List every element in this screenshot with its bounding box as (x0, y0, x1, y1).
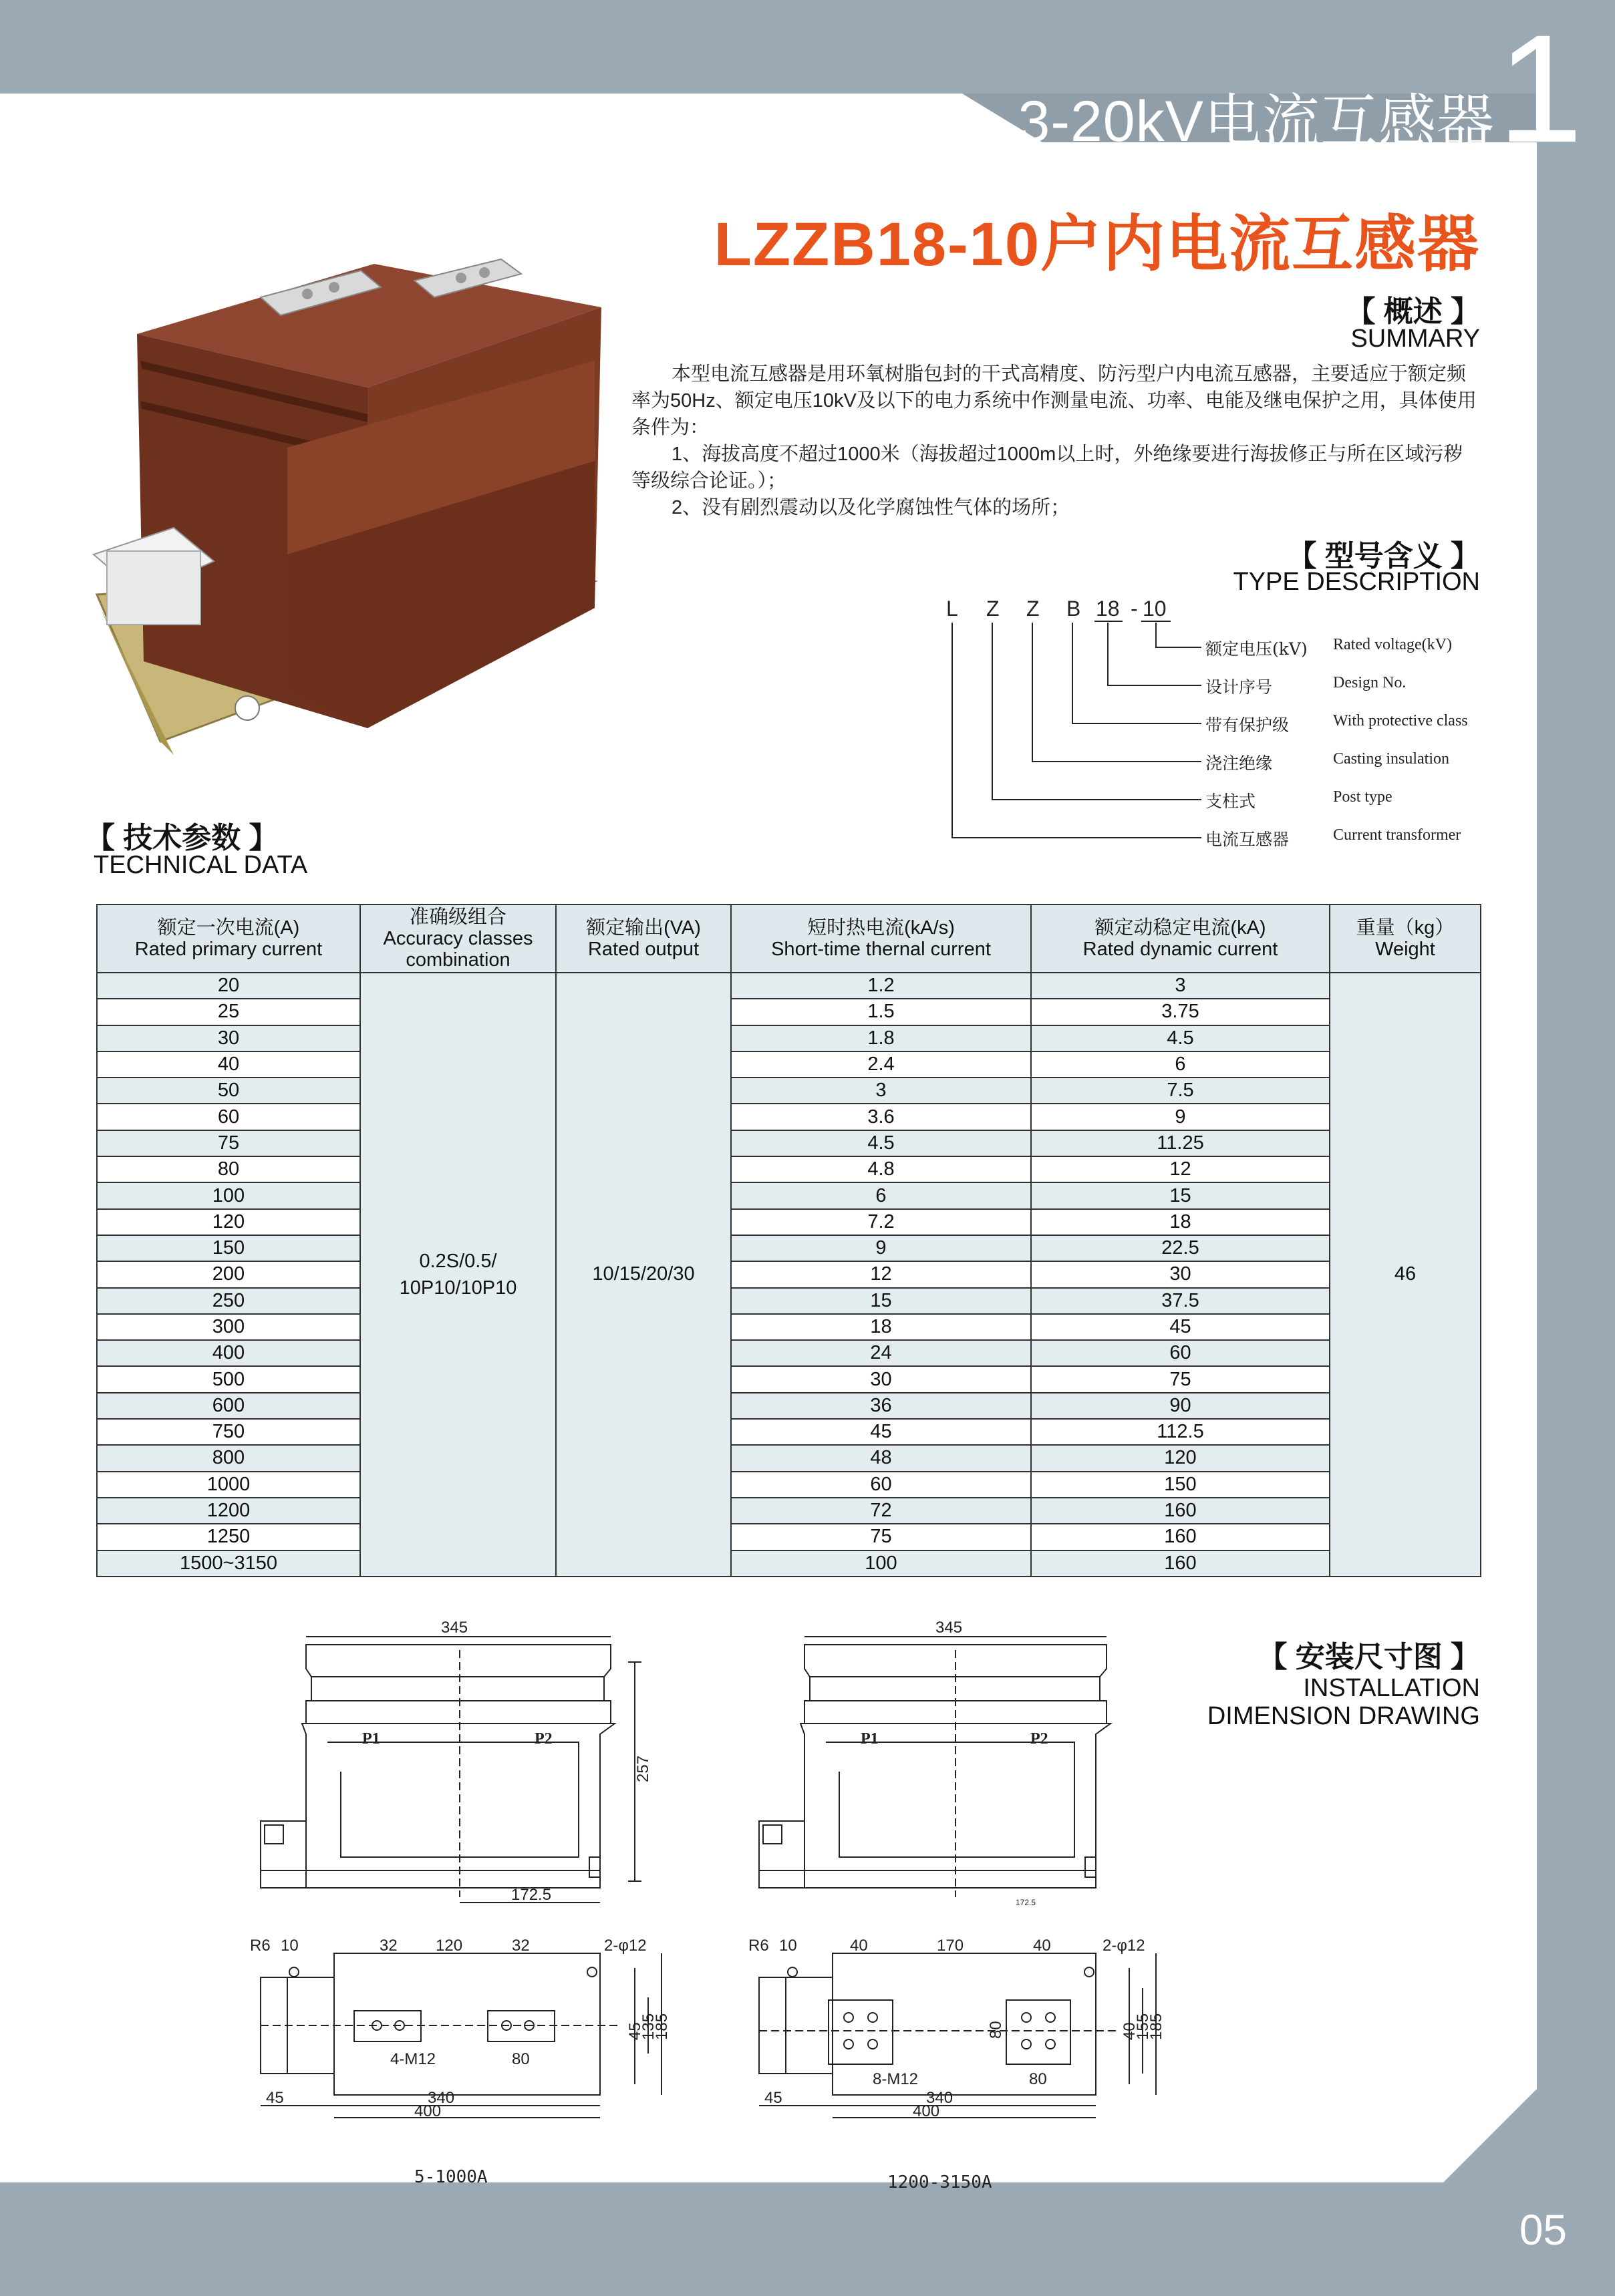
installation-heading-en-1: INSTALLATION (1303, 1674, 1480, 1702)
table-cell: 30 (97, 1025, 360, 1051)
table-cell: 75 (731, 1524, 1031, 1550)
dim-label: 172.5 (511, 1886, 552, 1904)
table-cell: 100 (731, 1550, 1031, 1577)
dim-label: 80 (512, 2050, 530, 2068)
table-row (97, 1130, 1481, 1156)
dim-label: 185 (653, 2013, 671, 2040)
table-row (97, 1419, 1481, 1445)
table-cell: 75 (97, 1130, 360, 1156)
table-cell: 25 (97, 999, 360, 1025)
type-item-cn: 额定电压(kV) (1205, 639, 1308, 659)
dim-label: 345 (935, 1619, 963, 1637)
table-row (97, 1104, 1481, 1130)
table-cell: 10/15/20/30 (556, 973, 731, 1577)
table-cell: 300 (97, 1314, 360, 1340)
dim-label: 340 (428, 2089, 455, 2107)
dim-label: R6 (250, 1937, 271, 1955)
product-photo (87, 247, 608, 755)
dimension-drawing-left (247, 1617, 702, 2124)
table-cell: 9 (1031, 1104, 1330, 1130)
table-row (97, 1340, 1481, 1366)
table-cell: 46 (1330, 973, 1481, 1577)
table-cell: 60 (97, 1104, 360, 1130)
table-cell: 36 (731, 1393, 1031, 1419)
table-row (97, 1472, 1481, 1498)
column-header: 额定动稳定电流(kA) Rated dynamic current (1031, 905, 1330, 973)
table-cell: 3.6 (731, 1104, 1031, 1130)
table-cell: 150 (1031, 1472, 1330, 1498)
type-item-en: Current transformer (1333, 826, 1461, 844)
product-title: LZZB18-10户内电流互感器 (714, 210, 1480, 279)
table-row (97, 1025, 1481, 1051)
table-cell: 72 (731, 1498, 1031, 1524)
summary-paragraph: 本型电流互感器是用环氧树脂包封的干式高精度、防污型户内电流互感器，主要适应于额定频率为50Hz、额定电压10kV及以下的电力系统中作测量电流、功率、电能及继电保护之用，具体使用条件为： (631, 363, 1477, 438)
dim-label: 80 (1029, 2070, 1047, 2088)
type-item-en: Rated voltage(kV) (1333, 636, 1452, 653)
technical-data-table (96, 904, 1481, 1577)
dim-label: 257 (634, 1755, 652, 1782)
accuracy-line: 0.2S/0.5/ (419, 1250, 497, 1272)
dim-label: 155 (1134, 2013, 1152, 2040)
table-cell: 4.8 (731, 1156, 1031, 1182)
table-cell: 7.2 (731, 1209, 1031, 1235)
drawing-caption-right: 1200-3150A (887, 2172, 992, 2192)
dim-label: 8-M12 (873, 2070, 919, 2088)
column-header: 额定一次电流(A) Rated primary current (97, 905, 360, 973)
table-cell: 800 (97, 1445, 360, 1471)
dim-label: 45 (764, 2089, 782, 2107)
table-row (97, 1209, 1481, 1235)
table-row (97, 999, 1481, 1025)
table-cell: 9 (731, 1235, 1031, 1261)
table-cell: 1500~3150 (97, 1550, 360, 1577)
table-cell: 250 (97, 1288, 360, 1314)
dim-label: 45 (626, 2022, 644, 2040)
dim-label: 170 (937, 1937, 964, 1955)
chapter-number: 1 (1497, 3, 1583, 174)
table-cell: 750 (97, 1419, 360, 1445)
table-cell: 12 (1031, 1156, 1330, 1182)
table-cell: 50 (97, 1078, 360, 1104)
table-cell: 150 (97, 1235, 360, 1261)
table-cell: 15 (1031, 1182, 1330, 1208)
table-row (97, 1314, 1481, 1340)
table-row (97, 1078, 1481, 1104)
table-row (97, 1288, 1481, 1314)
table-row (97, 1182, 1481, 1208)
table-row (97, 1550, 1481, 1577)
page-number: 05 (1519, 2206, 1567, 2254)
table-cell: 1.8 (731, 1025, 1031, 1051)
drawing-caption-left: 5-1000A (414, 2167, 488, 2187)
table-cell: 400 (97, 1340, 360, 1366)
table-cell: 75 (1031, 1366, 1330, 1392)
table-cell: 30 (1031, 1261, 1330, 1287)
column-header: 重量（kg） Weight (1330, 905, 1481, 973)
terminal-label: P2 (1030, 1730, 1048, 1748)
model-char-z2: Z (1026, 597, 1040, 621)
table-cell: 100 (97, 1182, 360, 1208)
table-body (97, 973, 1481, 1577)
column-header: 短时热电流(kA/s) Short-time thernal current (731, 905, 1031, 973)
model-char-dash: - (1131, 597, 1138, 621)
table-cell: 18 (1031, 1209, 1330, 1235)
table-row (97, 1051, 1481, 1078)
table-row (97, 1261, 1481, 1287)
installation-heading-cn: 【 安装尺寸图 】 (1258, 1641, 1480, 1673)
table-row (97, 1498, 1481, 1524)
table-cell: 112.5 (1031, 1419, 1330, 1445)
dim-label: 10 (779, 1937, 797, 1955)
summary-heading-en: SUMMARY (1350, 325, 1480, 353)
dim-label: 120 (436, 1937, 463, 1955)
table-cell: 1.2 (731, 973, 1031, 999)
table-cell: 48 (731, 1445, 1031, 1471)
type-item-cn: 设计序号 (1205, 677, 1273, 697)
table-cell: 4.5 (731, 1130, 1031, 1156)
terminal-label: P1 (362, 1730, 380, 1748)
model-char-z1: Z (986, 597, 1000, 621)
table-cell: 12 (731, 1261, 1031, 1287)
table-cell: 600 (97, 1393, 360, 1419)
summary-paragraph: 1、海拔高度不超过1000米（海拔超过1000m以上时，外绝缘要进行海拔修正与所在区域污秽等级综合论证。）； (631, 444, 1463, 492)
terminal-label: P2 (535, 1730, 553, 1748)
model-char-10: 10 (1143, 597, 1167, 621)
table-cell: 1000 (97, 1472, 360, 1498)
header-category: 3-20kV电流互感器 (1018, 90, 1495, 154)
table-header-row (97, 905, 1481, 973)
type-heading-cn: 【 型号含义 】 (1287, 540, 1480, 572)
type-designation-diagram (929, 595, 1209, 848)
table-cell: 37.5 (1031, 1288, 1330, 1314)
type-item-en: Design No. (1333, 674, 1407, 691)
table-cell: 200 (97, 1261, 360, 1287)
type-item-en: With protective class (1333, 712, 1468, 729)
table-cell: 60 (1031, 1340, 1330, 1366)
accuracy-line: 10P10/10P10 (399, 1277, 517, 1299)
dim-label: 340 (926, 2089, 953, 2107)
dim-label: 345 (441, 1619, 468, 1637)
table-cell: 80 (97, 1156, 360, 1182)
table-row (97, 1445, 1481, 1471)
dim-label: R6 (748, 1937, 769, 1955)
dim-label: 40 (1121, 2022, 1139, 2040)
table-cell: 6 (731, 1182, 1031, 1208)
dim-label: 40 (850, 1937, 868, 1955)
installation-heading-en-2: DIMENSION DRAWING (1207, 1702, 1480, 1730)
type-item-cn: 支柱式 (1205, 792, 1256, 811)
table-cell: 6 (1031, 1051, 1330, 1078)
table-cell: 40 (97, 1051, 360, 1078)
table-cell: 11.25 (1031, 1130, 1330, 1156)
dim-label: 400 (913, 2102, 940, 2120)
table-cell: 3 (1031, 973, 1330, 999)
table-row (97, 1366, 1481, 1392)
table-cell: 18 (731, 1314, 1031, 1340)
dim-label: 10 (281, 1937, 299, 1955)
type-item-cn: 浇注绝缘 (1205, 754, 1273, 773)
column-header: 额定输出(VA) Rated output (556, 905, 731, 973)
dim-label: 400 (414, 2102, 442, 2120)
table-cell: 160 (1031, 1498, 1330, 1524)
table-row (97, 1235, 1481, 1261)
dim-label: 2-φ12 (1103, 1937, 1145, 1955)
model-char-18: 18 (1096, 597, 1120, 621)
table-cell (360, 973, 556, 1577)
summary-heading-cn: 【 概述 】 (1346, 295, 1480, 328)
column-header: 准确级组合 Accuracy classes combination (360, 905, 556, 973)
dim-label: 2-φ12 (604, 1937, 647, 1955)
summary-text (631, 361, 1480, 521)
summary-paragraph: 2、没有剧烈震动以及化学腐蚀性气体的场所； (672, 497, 1070, 518)
type-item-en: Casting insulation (1333, 750, 1449, 768)
table-cell: 24 (731, 1340, 1031, 1366)
type-item-en: Post type (1333, 788, 1392, 806)
dim-label: 40 (1033, 1937, 1051, 1955)
table-cell: 30 (731, 1366, 1031, 1392)
dim-label: 32 (380, 1937, 398, 1955)
model-char-l: L (946, 597, 958, 621)
dimension-drawing-right (742, 1617, 1196, 2124)
table-row (97, 1156, 1481, 1182)
type-item-cn: 电流互感器 (1205, 830, 1290, 849)
dim-label: 185 (1147, 2013, 1165, 2040)
table-cell: 60 (731, 1472, 1031, 1498)
model-char-b: B (1066, 597, 1081, 621)
dim-label: 80 (987, 2021, 1005, 2039)
type-heading-en: TYPE DESCRIPTION (1233, 568, 1480, 596)
table-cell: 1250 (97, 1524, 360, 1550)
table-cell: 1.5 (731, 999, 1031, 1025)
technical-heading-en: TECHNICAL DATA (94, 851, 308, 879)
table-cell: 120 (1031, 1445, 1330, 1471)
table-cell: 160 (1031, 1550, 1330, 1577)
table-row (97, 973, 1481, 999)
table-cell: 15 (731, 1288, 1031, 1314)
table-cell: 160 (1031, 1524, 1330, 1550)
table-cell: 3 (731, 1078, 1031, 1104)
table-cell: 20 (97, 973, 360, 999)
technical-heading-cn: 【 技术参数 】 (86, 822, 279, 854)
dim-label: 32 (512, 1937, 530, 1955)
dim-label: 135 (639, 2013, 657, 2040)
table-row (97, 1524, 1481, 1550)
terminal-label: P1 (861, 1730, 879, 1748)
table-cell: 90 (1031, 1393, 1330, 1419)
table-cell: 4.5 (1031, 1025, 1330, 1051)
table-cell: 120 (97, 1209, 360, 1235)
table-row (97, 1393, 1481, 1419)
table-cell: 3.75 (1031, 999, 1330, 1025)
table-cell: 1200 (97, 1498, 360, 1524)
dim-label: 45 (266, 2089, 284, 2107)
table-cell: 45 (1031, 1314, 1330, 1340)
dim-label: 172.5 (1016, 1898, 1036, 1907)
table-cell: 22.5 (1031, 1235, 1330, 1261)
table-cell: 45 (731, 1419, 1031, 1445)
table-cell: 2.4 (731, 1051, 1031, 1078)
dim-label: 4-M12 (390, 2050, 436, 2068)
table-cell: 500 (97, 1366, 360, 1392)
table-cell: 7.5 (1031, 1078, 1330, 1104)
type-item-cn: 带有保护级 (1205, 715, 1290, 735)
